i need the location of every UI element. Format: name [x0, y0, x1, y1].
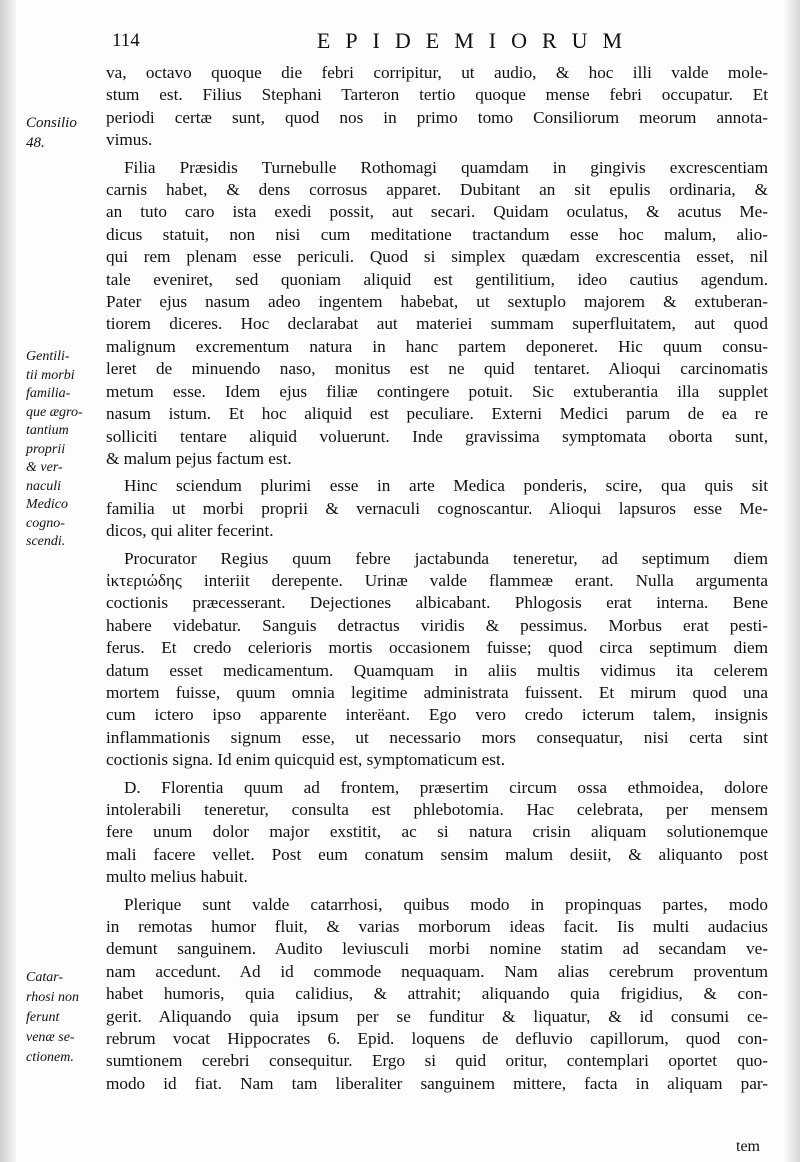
paragraph [106, 62, 768, 152]
text-line: tiorem diceres. Hoc declarabat aut materiei summam superfluitatem, aut quod [106, 314, 768, 334]
margin-line: que ægro- [26, 404, 83, 420]
paragraph [106, 548, 768, 772]
margin-line: & ver- [26, 460, 63, 475]
text-line: periodi certæ sunt, quod nos in primo tomo Consiliorum meorum annota- [106, 107, 768, 127]
margin-line: cogno- [26, 515, 65, 531]
text-line: Pater ejus nasum adeo ingentem habebat, ut sextuplo majorem & extuberan- [106, 292, 768, 312]
text-line: coctionis præcesserant. Dejectiones albicabant. Phlogosis erat interna. Bene [106, 593, 768, 613]
margin-line: venæ se- [26, 1030, 75, 1045]
text-line: ἰκτεριώδης interiit derepente. Urinæ valde flammeæ erant. Nulla argumenta [106, 570, 768, 590]
margin-line: Gentili- [26, 349, 70, 364]
text-line: malignum excrementum natura in hanc partem deponeret. Hic quum consu- [106, 336, 768, 356]
text-line: familia ut morbi proprii & vernaculi cognoscantur. Alioqui lapsuros esse Me- [106, 498, 768, 518]
margin-line: proprii [26, 441, 66, 457]
margin-line: ctionem. [26, 1050, 74, 1065]
text-line: dicos, qui aliter fecerint. [106, 521, 274, 541]
text-line: multo melius habuit. [106, 867, 248, 887]
text-line: qui rem plenam esse periculi. Quod si simplex quædam excrescentia esset, nil [106, 247, 768, 267]
text-line: modo id fiat. Nam tam liberaliter sanguinem mittere, facta in aliquam par- [106, 1073, 768, 1093]
text-line: va, octavo quoque die febri corripitur, ut audio, & hoc illi valde mole- [106, 63, 768, 82]
text-line: sumtionem cerebri consequitur. Ergo si quid oritur, contemplari oportet quo- [106, 1051, 768, 1071]
text-line: mortem fuisse, quum omnia legitime administrata fuissent. Et mirum quod una [106, 682, 768, 702]
margin-line: scendi. [26, 534, 66, 549]
text-line: stum est. Filius Stephani Tarteron tertio quoque mense febri occupatur. Et [106, 85, 768, 105]
text-line: habet humoris, quia calidius, & attrahit; aliquando quia frigidius, & con- [106, 984, 768, 1004]
margin-line: tii morbi [26, 367, 75, 383]
page-gutter-left [0, 0, 16, 1162]
text-line: fere unum dolor major exstitit, ac si natura crisin aliquam solutionemque [106, 822, 768, 842]
margin-line: Catar- [26, 970, 64, 985]
text-line: datum esset medicamentum. Quamquam in aliis multis vidimus ita celerem [106, 660, 768, 680]
running-title: EPIDEMIORUM [316, 28, 638, 53]
text-line: Procurator Regius quum febre jactabunda teneretur, ad septimum diem [124, 548, 768, 568]
text-line: inflammationis signum esse, ut necessario mors consequatur, nisi certa sint [106, 727, 768, 747]
margin-line: Medico [26, 497, 68, 512]
paragraph [106, 475, 768, 542]
page-gutter-right [784, 0, 800, 1162]
text-line: metum esse. Idem ejus filiæ contingere potuit. Sic extuberantia illa supplet [106, 381, 768, 401]
text-line: & malum pejus factum est. [106, 448, 292, 468]
text-line: D. Florentia quum ad frontem, præsertim circum ossa ethmoidea, dolore [124, 777, 768, 797]
text-line: Plerique sunt valde catarrhosi, quibus modo in propinquas partes, modo [124, 894, 768, 914]
text-line: Filia Præsidis Turnebulle Rothomagi quamdam in gingivis excrescentiam [124, 157, 768, 177]
margin-line: ferunt [26, 1010, 60, 1025]
paragraph [106, 157, 768, 471]
page-header [112, 26, 772, 56]
text-line: leret de minuendo naso, monitus est ne quid tentaret. Alioqui carcinomatis [106, 359, 768, 379]
text-line: dicus statuit, non nisi cum meditatione tractandum esse hoc malum, alio- [106, 224, 768, 244]
margin-line: tantium [26, 423, 69, 438]
paragraph [106, 894, 768, 1096]
text-line: an tuto caro ista exedi possit, aut secari. Quidam oculatus, & acutus Me- [106, 202, 768, 222]
text-line: carnis habet, & dens corrosus apparet. Dubitant an sit epulis ordinaria, & [106, 180, 768, 200]
text-line: solliciti tentare aliquid voluerunt. Inde gravissima symptomata oborta sunt, [106, 426, 768, 446]
text-line: gerit. Aliquando quia ipsum per se funditur & liquatur, & id consumi ce- [106, 1006, 768, 1026]
margin-line: familia- [26, 386, 71, 401]
margin-line: naculi [26, 478, 61, 494]
text-line: intolerabili teneretur, consulta est phlebotomia. Hac celebrata, per mensem [106, 800, 768, 819]
margin-line: Consilio [26, 115, 77, 131]
margin-line: rhosi non [26, 990, 80, 1005]
catchword: tem [736, 1138, 760, 1155]
margin-note-gentilitii [26, 348, 104, 552]
text-line: vimus. [106, 130, 153, 150]
text-line: Hinc sciendum plurimi esse in arte Medica ponderis, scire, qua quis sit [124, 476, 768, 496]
page-number: 114 [112, 30, 140, 51]
margin-note-consilio [26, 113, 104, 153]
margin-note-catarrhosi [26, 968, 104, 1068]
text-line: in remotas humor fluit, & varias morborum ideas facit. Iis multi audacius [106, 917, 768, 937]
text-line: rebrum vocat Hippocrates 6. Epid. loquens de defluvio capillorum, quod con- [106, 1029, 768, 1049]
text-line: ferus. Et credo celerioris mortis occasionem fuisse; quod circa septimum diem [106, 638, 768, 658]
text-line: mali facere vellet. Post eum conatum sensim malum desiit, & aliquanto post [106, 844, 768, 864]
text-line: cum ictero ipso apparente interëant. Ego vero credo icterum talem, insignis [106, 705, 768, 725]
paragraph [106, 777, 768, 889]
text-line: habere videbatur. Sanguis detractus viridis & pessimus. Morbus erat pesti- [106, 615, 768, 635]
margin-line: 48. [26, 135, 45, 151]
text-line: coctionis signa. Id enim quicquid est, symptomaticum est. [106, 750, 506, 770]
text-line: demunt sanguinem. Audito leviusculi morbi nomine statim ad secandam ve- [106, 939, 768, 959]
text-line: nasum istum. Et hoc aliquid est peculiare. Externi Medici parum de ea re [106, 404, 768, 424]
text-line: nam accedunt. Ad id commode nequaquam. Nam alias cerebrum proventum [106, 961, 768, 981]
text-line: tale eveniret, sed quoniam aliquid est gentilitium, ideo cautius agendum. [106, 269, 768, 289]
main-text [106, 62, 768, 1095]
